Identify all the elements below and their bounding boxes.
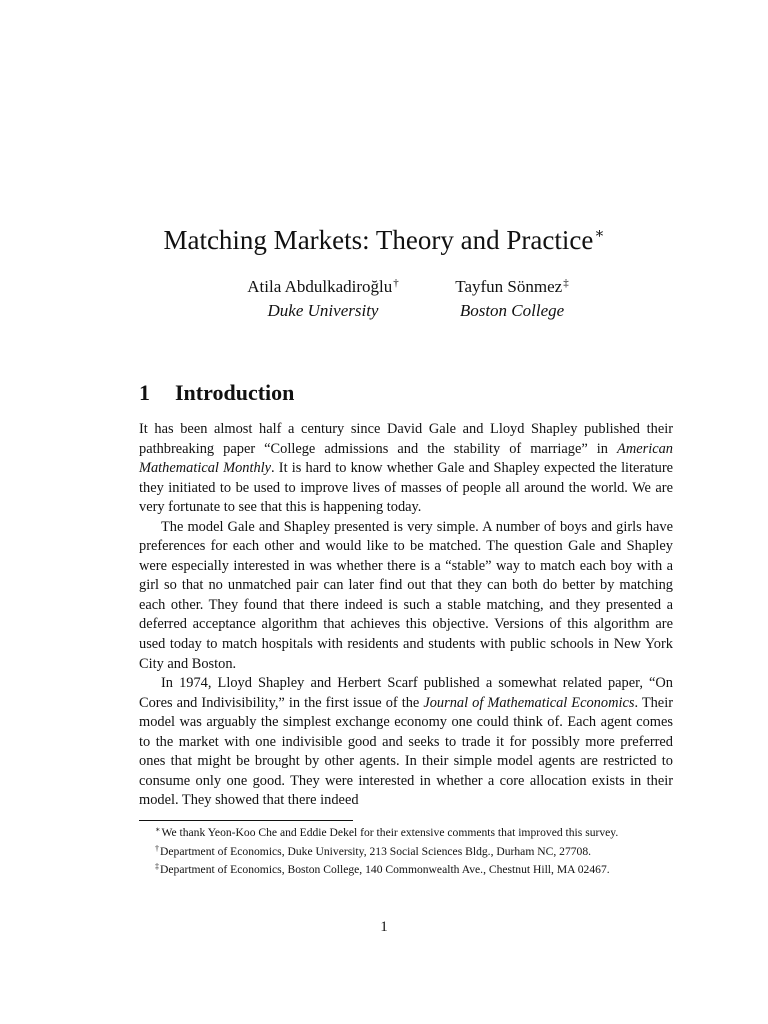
footnote-3 bbox=[139, 859, 673, 878]
section-heading bbox=[139, 379, 294, 407]
author-name-2 bbox=[438, 271, 586, 299]
footnote-2-mark: † bbox=[155, 843, 159, 853]
footnote-1-text: We thank Yeon-Koo Che and Eddie Dekel for their extensive comments that improved this survey. bbox=[161, 826, 619, 839]
author-2-footnote-mark: ‡ bbox=[563, 277, 569, 289]
paragraph-3 bbox=[139, 674, 673, 811]
journal-name-jme: Journal of Mathematical Economics bbox=[423, 694, 635, 711]
title-text: Matching Markets: Theory and Practice bbox=[163, 225, 594, 255]
paragraph-3-part-a: In 1974, Lloyd Shapley and Herbert Scarf published a somewhat related paper, “On Cores and Indivisibility,” in the first issue of the bbox=[139, 675, 673, 711]
author-block-1 bbox=[230, 271, 416, 323]
author-name-2-text: Tayfun Sönmez bbox=[455, 277, 563, 296]
paragraph-1-part-a: It has been almost half a century since David Gale and Lloyd Shapley published their pathbreaking paper “College admissions and the stability of marriage” in bbox=[139, 421, 673, 457]
author-block-2 bbox=[438, 271, 586, 323]
paragraph-1 bbox=[139, 420, 673, 518]
author-1-footnote-mark: † bbox=[393, 277, 399, 289]
section-number: 1 bbox=[139, 380, 150, 405]
paragraph-1-part-c: . It is hard to know whether Gale and Shapley expected the literature they initiated to be used to improve lives of masses of people all around the world. We are very fortunate to see that this is happening today. bbox=[139, 460, 673, 516]
paragraph-2: The model Gale and Shapley presented is very simple. A number of boys and girls have preferences for each other and would like to be matched. The question Gale and Shapley were especially interested in was whether there is a “stable” way to match each boy with a girl so that no unmatched pair can later find out that they can both do better by matching each other. They found that there indeed is such a stable matching, and they presented a deferred acceptance algorithm that achieves this objective. Versions of this algorithm are used today to match hospitals with residents and students with public schools in New York City and Boston. bbox=[139, 518, 673, 672]
author-affiliation-1: Duke University bbox=[267, 301, 379, 320]
body-text bbox=[139, 420, 673, 811]
footnote-2-text: Department of Economics, Duke University, 213 Social Sciences Bldg., Durham NC, 27708. bbox=[160, 844, 592, 858]
footnote-1-mark: ∗ bbox=[155, 825, 161, 834]
author-affiliation-2: Boston College bbox=[459, 301, 565, 320]
footnote-3-text: Department of Economics, Boston College, 140 Commonwealth Ave., Chestnut Hill, MA 02467. bbox=[160, 863, 610, 876]
section-title: Introduction bbox=[175, 380, 295, 405]
footnote-2 bbox=[139, 841, 673, 860]
page-number: 1 bbox=[380, 919, 388, 935]
paper-title bbox=[0, 216, 768, 258]
footnotes bbox=[139, 822, 673, 878]
title-footnote-mark: ∗ bbox=[594, 226, 605, 242]
footnote-3-mark: ‡ bbox=[155, 862, 159, 871]
footnote-rule bbox=[139, 820, 353, 821]
author-name-1-text: Atila Abdulkadiroğlu bbox=[247, 277, 393, 296]
paragraph-3-part-c: . Their model was arguably the simplest exchange economy one could think of. Each agent comes to the market with one indivisible good and seeks to trade it for possibly more preferred ones that might be brought by other agents. In their simple model agents are restricted to consume only one good. They were interested in whether a core allocation exists in their model. They showed that there indeed bbox=[139, 694, 673, 809]
author-name-1 bbox=[230, 271, 416, 299]
footnote-1 bbox=[139, 822, 673, 841]
journal-name-american-mathematical-monthly: American Mathematical Monthly bbox=[139, 440, 673, 477]
